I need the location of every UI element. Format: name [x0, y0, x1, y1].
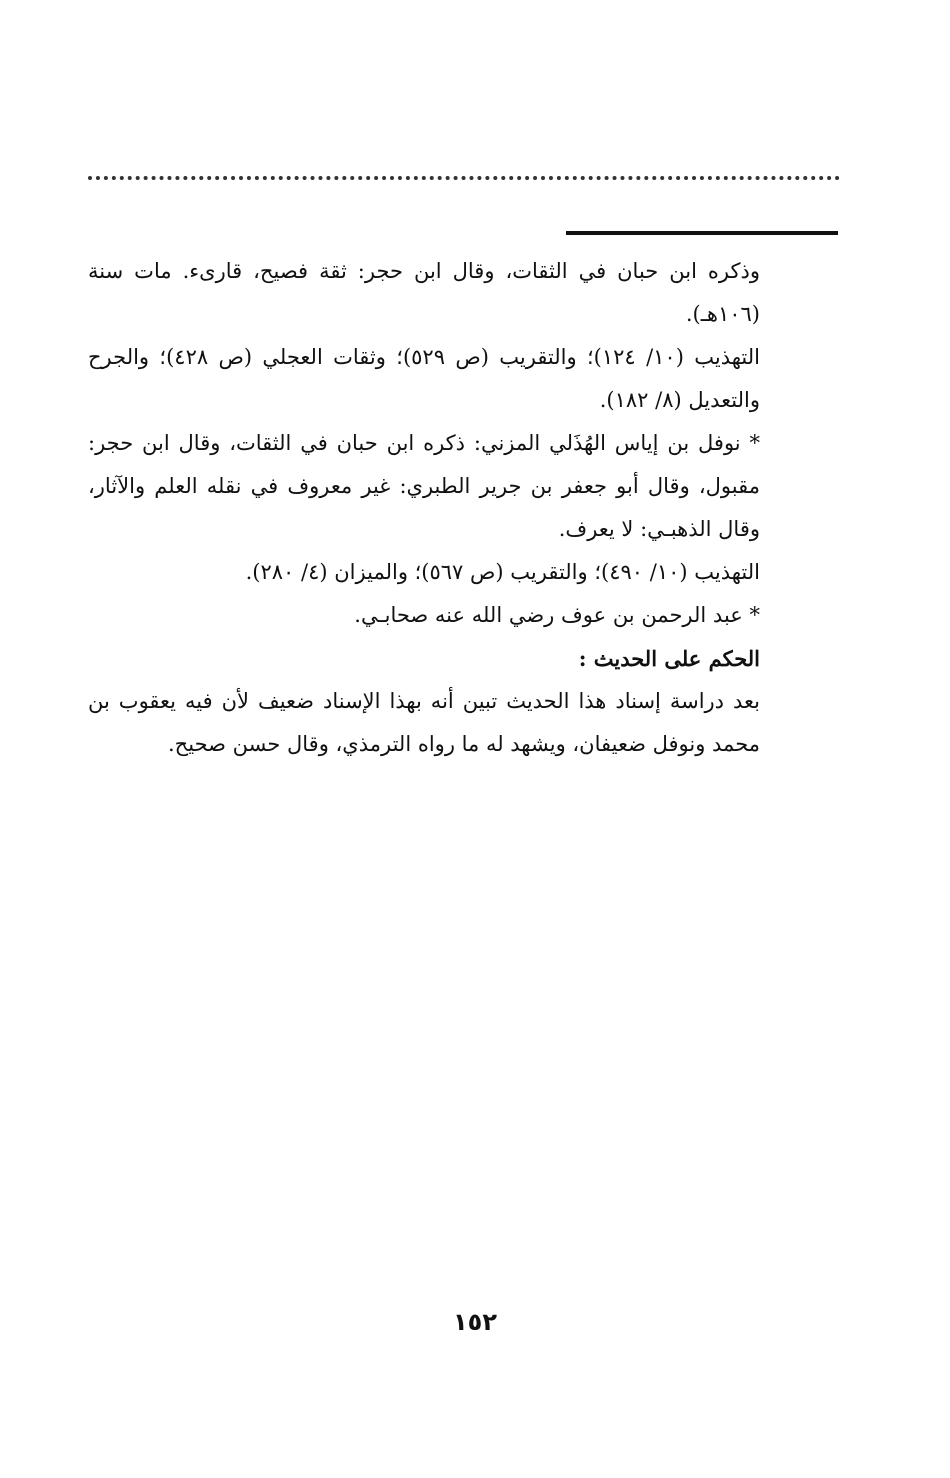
footnote-content — [88, 250, 760, 766]
reference-tahdhib-2: التهذيب (١٠/ ٤٩٠)؛ والتقريب (ص ٥٦٧)؛ والميزان (٤/ ٢٨٠). — [245, 560, 760, 584]
footnote-rule — [566, 231, 838, 235]
hadith-ruling-text: بعد دراسة إسناد هذا الحديث تبين أنه بهذا الإسناد ضعيف لأن فيه يعقوب بن محمد ونوفل ضعيفان، ويشهد له ما رواه الترمذي، وقال حسن صحيح. — [88, 689, 760, 756]
dotted-separator — [88, 176, 840, 180]
page-number: ١٥٢ — [453, 1308, 497, 1336]
hadith-ruling-heading: الحكم على الحديث : — [578, 646, 760, 671]
reference-tahdhib-1: التهذيب (١٠/ ١٢٤)؛ والتقريب (ص ٥٢٩)؛ وثقات العجلي (ص ٤٢٨)؛ والجرح والتعديل (٨/ ١٨٢). — [88, 345, 760, 412]
narrator-nawfal-bin-iyas: * نوفل بن إياس الهُذَلي المزني: ذكره ابن حبان في الثقات، وقال ابن حجر: مقبول، وقال أبو جعفر بن جرير الطبري: غير معروف في نقله العلم والآثار، وقال الذهبـي: لا يعرف. — [88, 431, 760, 541]
narrator-abdulrahman-bin-awf: * عبد الرحمن بن عوف رضي الله عنه صحابـي. — [354, 603, 760, 627]
narrator-note-ibn-hibban: وذكره ابن حبان في الثقات، وقال ابن حجر: ثقة فصيح، قارىء. مات سنة (١٠٦هـ). — [88, 259, 760, 326]
